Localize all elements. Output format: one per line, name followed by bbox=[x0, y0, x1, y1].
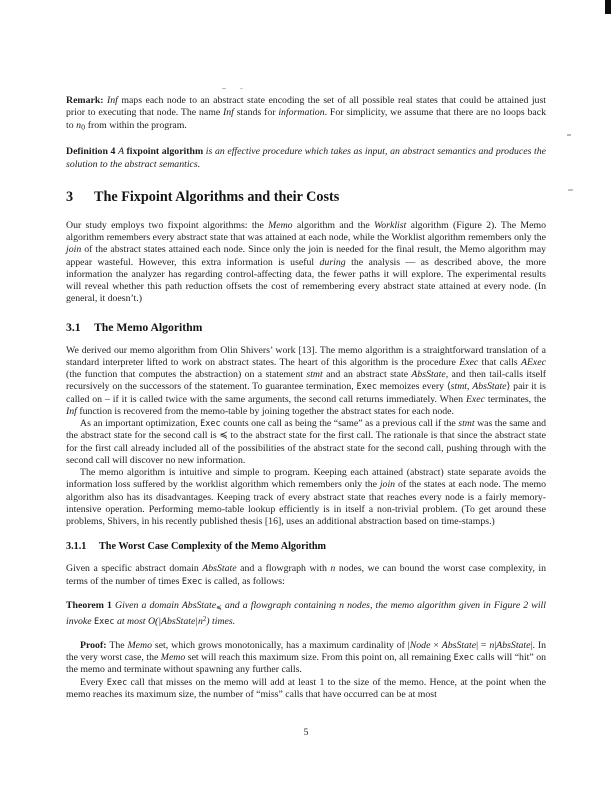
definition-4-paragraph: Definition 4 A fixpoint algorithm is an effective procedure which takes as input, an abstract semantics and produces the solution to the abstract semantics. bbox=[66, 146, 546, 170]
page-number: 5 bbox=[303, 727, 309, 738]
section-3-1-1-heading bbox=[66, 541, 546, 553]
complexity-intro-paragraph: Given a specific abstract domain AbsState and a flowgraph with n nodes, we can bound the worst case complexity, in terms of the number of times Exec is called, as follows: bbox=[66, 563, 546, 587]
remark-paragraph: Remark: Inf maps each node to an abstract state encoding the set of all possible real states that could be attained just prior to executing that node. The name Inf stands for information. For simplicity, we assume that there are no loops back to n0 from within the program. bbox=[66, 95, 546, 131]
section-number: 3 bbox=[66, 188, 74, 205]
subsubsection-number: 3.1.1 bbox=[66, 541, 87, 553]
scan-speck bbox=[567, 134, 571, 136]
page-content bbox=[66, 95, 546, 701]
subsection-title: The Memo Algorithm bbox=[94, 320, 203, 334]
section-3-intro-paragraph: Our study employs two fixpoint algorithms: the Memo algorithm and the Worklist algorithm (Figure 2). The Memo algorithm remembers every abstract state that was attained at each node, while the Worklist algorithm remembers only the join of the abstract states attained each node. Since only the join is needed for the final result, the Memo algorithm may appear wasteful. However, this extra information is useful during the analysis — as described above, the more information the analyzer has regarding control-affecting data, the fewer paths it will explore. The experimental results will reveal whether this path reduction offsets the cost of remembering every abstract state attained at every node. (In general, it doesn’t.) bbox=[66, 219, 546, 305]
memo-algorithm-paragraph-3: The memo algorithm is intuitive and simple to program. Keeping each attained (abstract) state separate avoids the information loss suffered by the worklist algorithm which remembers only the join of the states at each node. The memo algorithm also has its disadvantages. Keeping track of every abstract state that reaches every node is a fairly memory-intensive operation. Performing memo-table lookup efficiently is in itself a non-trivial problem. (To get around these problems, Shivers, in his recently published thesis [16], uses an additional abstraction based on time-stamps.) bbox=[66, 467, 546, 527]
scan-speck bbox=[222, 88, 226, 89]
scan-speck bbox=[240, 88, 243, 89]
theorem-1-paragraph: Theorem 1 Given a domain AbsState≼ and a flowgraph containing n nodes, the memo algorithm given in Figure 2 will invoke Exec at most $O(|AbsState|n^2)$ times. bbox=[66, 599, 546, 627]
section-title: The Fixpoint Algorithms and their Costs bbox=[94, 188, 340, 205]
section-3-heading bbox=[66, 189, 546, 205]
proof-paragraph-2: Every Exec call that misses on the memo will add at least 1 to the size of the memo. Hence, at the point when the memo reaches its maximum size, the number of “miss” calls that have occurred can be at most bbox=[66, 676, 547, 700]
memo-algorithm-paragraph-1: We derived our memo algorithm from Olin Shivers’ work [13]. The memo algorithm is a straightforward translation of a standard interpreter lifted to work on abstract states. The heart of this algorithm is the procedure Exec that calls AExec (the function that computes the abstraction) on a statement stmt and an abstract state AbsState, and then tail-calls itself recursively on the successors of the statement. To guarantee termination, Exec memoizes every ⟨stmt, AbsState⟩ pair it is called on – if it is called twice with the same arguments, the second call returns immediately. When Exec terminates, the Inf function is recovered from the memo-table by joining together the abstract states for each node. bbox=[66, 344, 546, 417]
scan-artifact-bar bbox=[605, 0, 611, 14]
section-3-1-heading bbox=[66, 321, 546, 334]
memo-algorithm-paragraph-2: As an important optimization, Exec counts one call as being the “same” as a previous call if the stmt was the same and the abstract state for the second call is ≼ to the abstract state for the first call. The rationale is that since the abstract state for the first call already included all of the possibilities of the abstract state for the second call, pushing through with the second call will discover no new information. bbox=[66, 418, 547, 466]
subsection-number: 3.1 bbox=[66, 320, 81, 334]
proof-paragraph-1: Proof: The Memo set, which grows monotonically, has a maximum cardinality of |Node × AbsState| = n|AbsState|. In the very worst case, the Memo set will reach this maximum size. From this point on, all remaining Exec calls will “hit” on the memo and terminate without spawning any further calls. bbox=[66, 639, 547, 676]
scan-speck bbox=[568, 189, 573, 191]
subsubsection-title: The Worst Case Complexity of the Memo Algorithm bbox=[99, 541, 327, 553]
